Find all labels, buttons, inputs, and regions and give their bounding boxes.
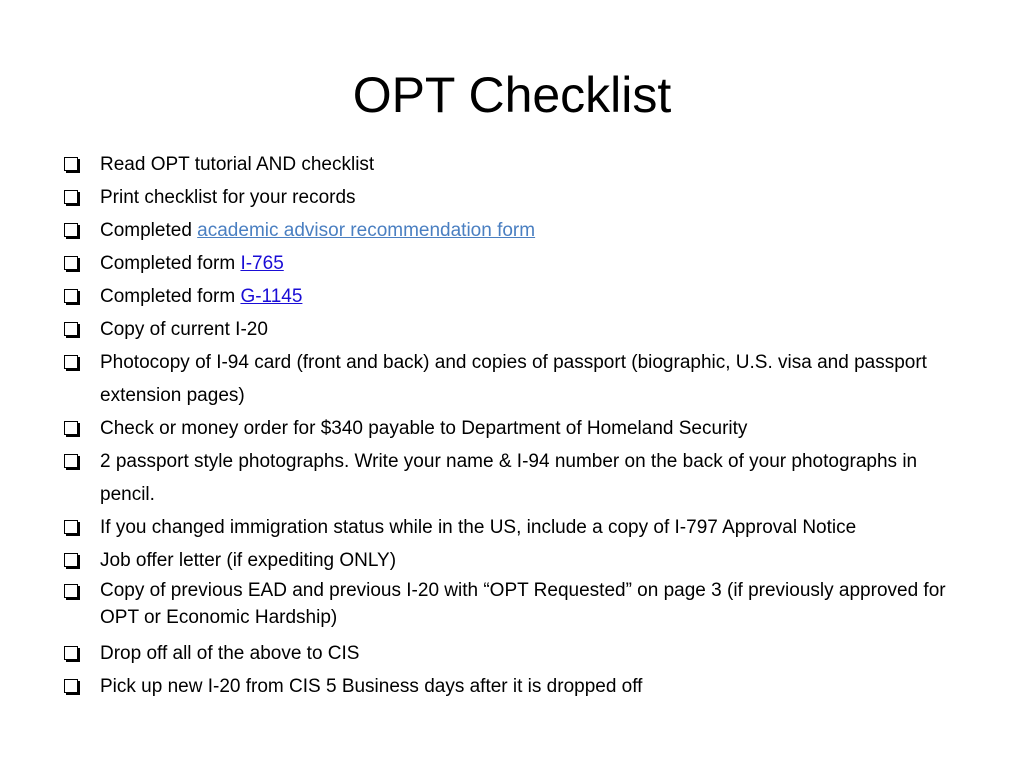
checklist-item-i765 — [62, 247, 962, 280]
checklist-item-text: 2 passport style photographs. Write your name & I-94 number on the back of your photographs in pencil. — [100, 451, 918, 505]
checklist-item-text: Print checklist for your records — [100, 187, 356, 208]
g1145-link[interactable]: G-1145 — [240, 286, 303, 307]
checklist-item-text: Completed form — [100, 286, 241, 307]
checklist-item-i797 — [62, 511, 962, 544]
checklist-item-i94-passport — [62, 346, 962, 412]
checklist-item-text: Read OPT tutorial AND checklist — [100, 154, 375, 175]
checklist-item-text-wrap — [100, 280, 962, 313]
checkbox-icon — [64, 553, 78, 567]
checklist-item-text: Drop off all of the above to CIS — [100, 643, 360, 664]
checkbox-icon — [64, 584, 78, 598]
checklist-item-advisor-form — [62, 214, 962, 247]
checklist-item-pick-up — [62, 670, 962, 703]
checklist-item-i20-copy — [62, 313, 962, 346]
checkbox-icon — [64, 679, 78, 693]
checkbox-icon — [64, 355, 78, 369]
checklist-item-text: Copy of previous EAD and previous I-20 with “OPT Requested” on page 3 (if previously approved for OPT or Economic Hardship) — [100, 580, 946, 628]
i765-link[interactable]: I-765 — [240, 253, 284, 274]
checklist-item-drop-off — [62, 637, 962, 670]
page-title: OPT Checklist — [352, 67, 672, 123]
checklist-item-previous-ead — [62, 577, 962, 631]
checkbox-icon — [64, 646, 78, 660]
checkbox-icon — [64, 157, 78, 171]
checkbox-icon — [64, 190, 78, 204]
checklist-item-text: Copy of current I-20 — [100, 319, 268, 340]
checklist-item-text: Photocopy of I-94 card (front and back) and copies of passport (biographic, U.S. visa and passport extension pages) — [100, 352, 927, 406]
checklist-item-text: If you changed immigration status while in the US, include a copy of I-797 Approval Notice — [100, 517, 857, 538]
checkbox-icon — [64, 454, 78, 468]
checklist-item-text-wrap — [100, 247, 962, 280]
checkbox-icon — [64, 256, 78, 270]
checklist-item-text: Check or money order for $340 payable to Department of Homeland Security — [100, 418, 748, 439]
checkbox-icon — [64, 520, 78, 534]
checklist-item-text: Pick up new I-20 from CIS 5 Business days after it is dropped off — [100, 676, 643, 697]
checklist-item-g1145 — [62, 280, 962, 313]
checklist-item-text: Job offer letter (if expediting ONLY) — [100, 550, 397, 571]
advisor-recommendation-form-link[interactable]: academic advisor recommendation form — [197, 220, 536, 241]
checklist-item-text-wrap — [100, 214, 962, 247]
checklist-item-photographs — [62, 445, 962, 511]
checklist-item-text: Completed — [100, 220, 198, 241]
checkbox-icon — [64, 289, 78, 303]
checkbox-icon — [64, 322, 78, 336]
checklist-item-job-offer — [62, 544, 962, 577]
checklist-item-text: Completed form — [100, 253, 241, 274]
checklist — [62, 148, 962, 703]
checklist-item-read-tutorial — [62, 148, 962, 181]
checkbox-icon — [64, 223, 78, 237]
checklist-item-payment — [62, 412, 962, 445]
checklist-item-print-checklist — [62, 181, 962, 214]
checkbox-icon — [64, 421, 78, 435]
